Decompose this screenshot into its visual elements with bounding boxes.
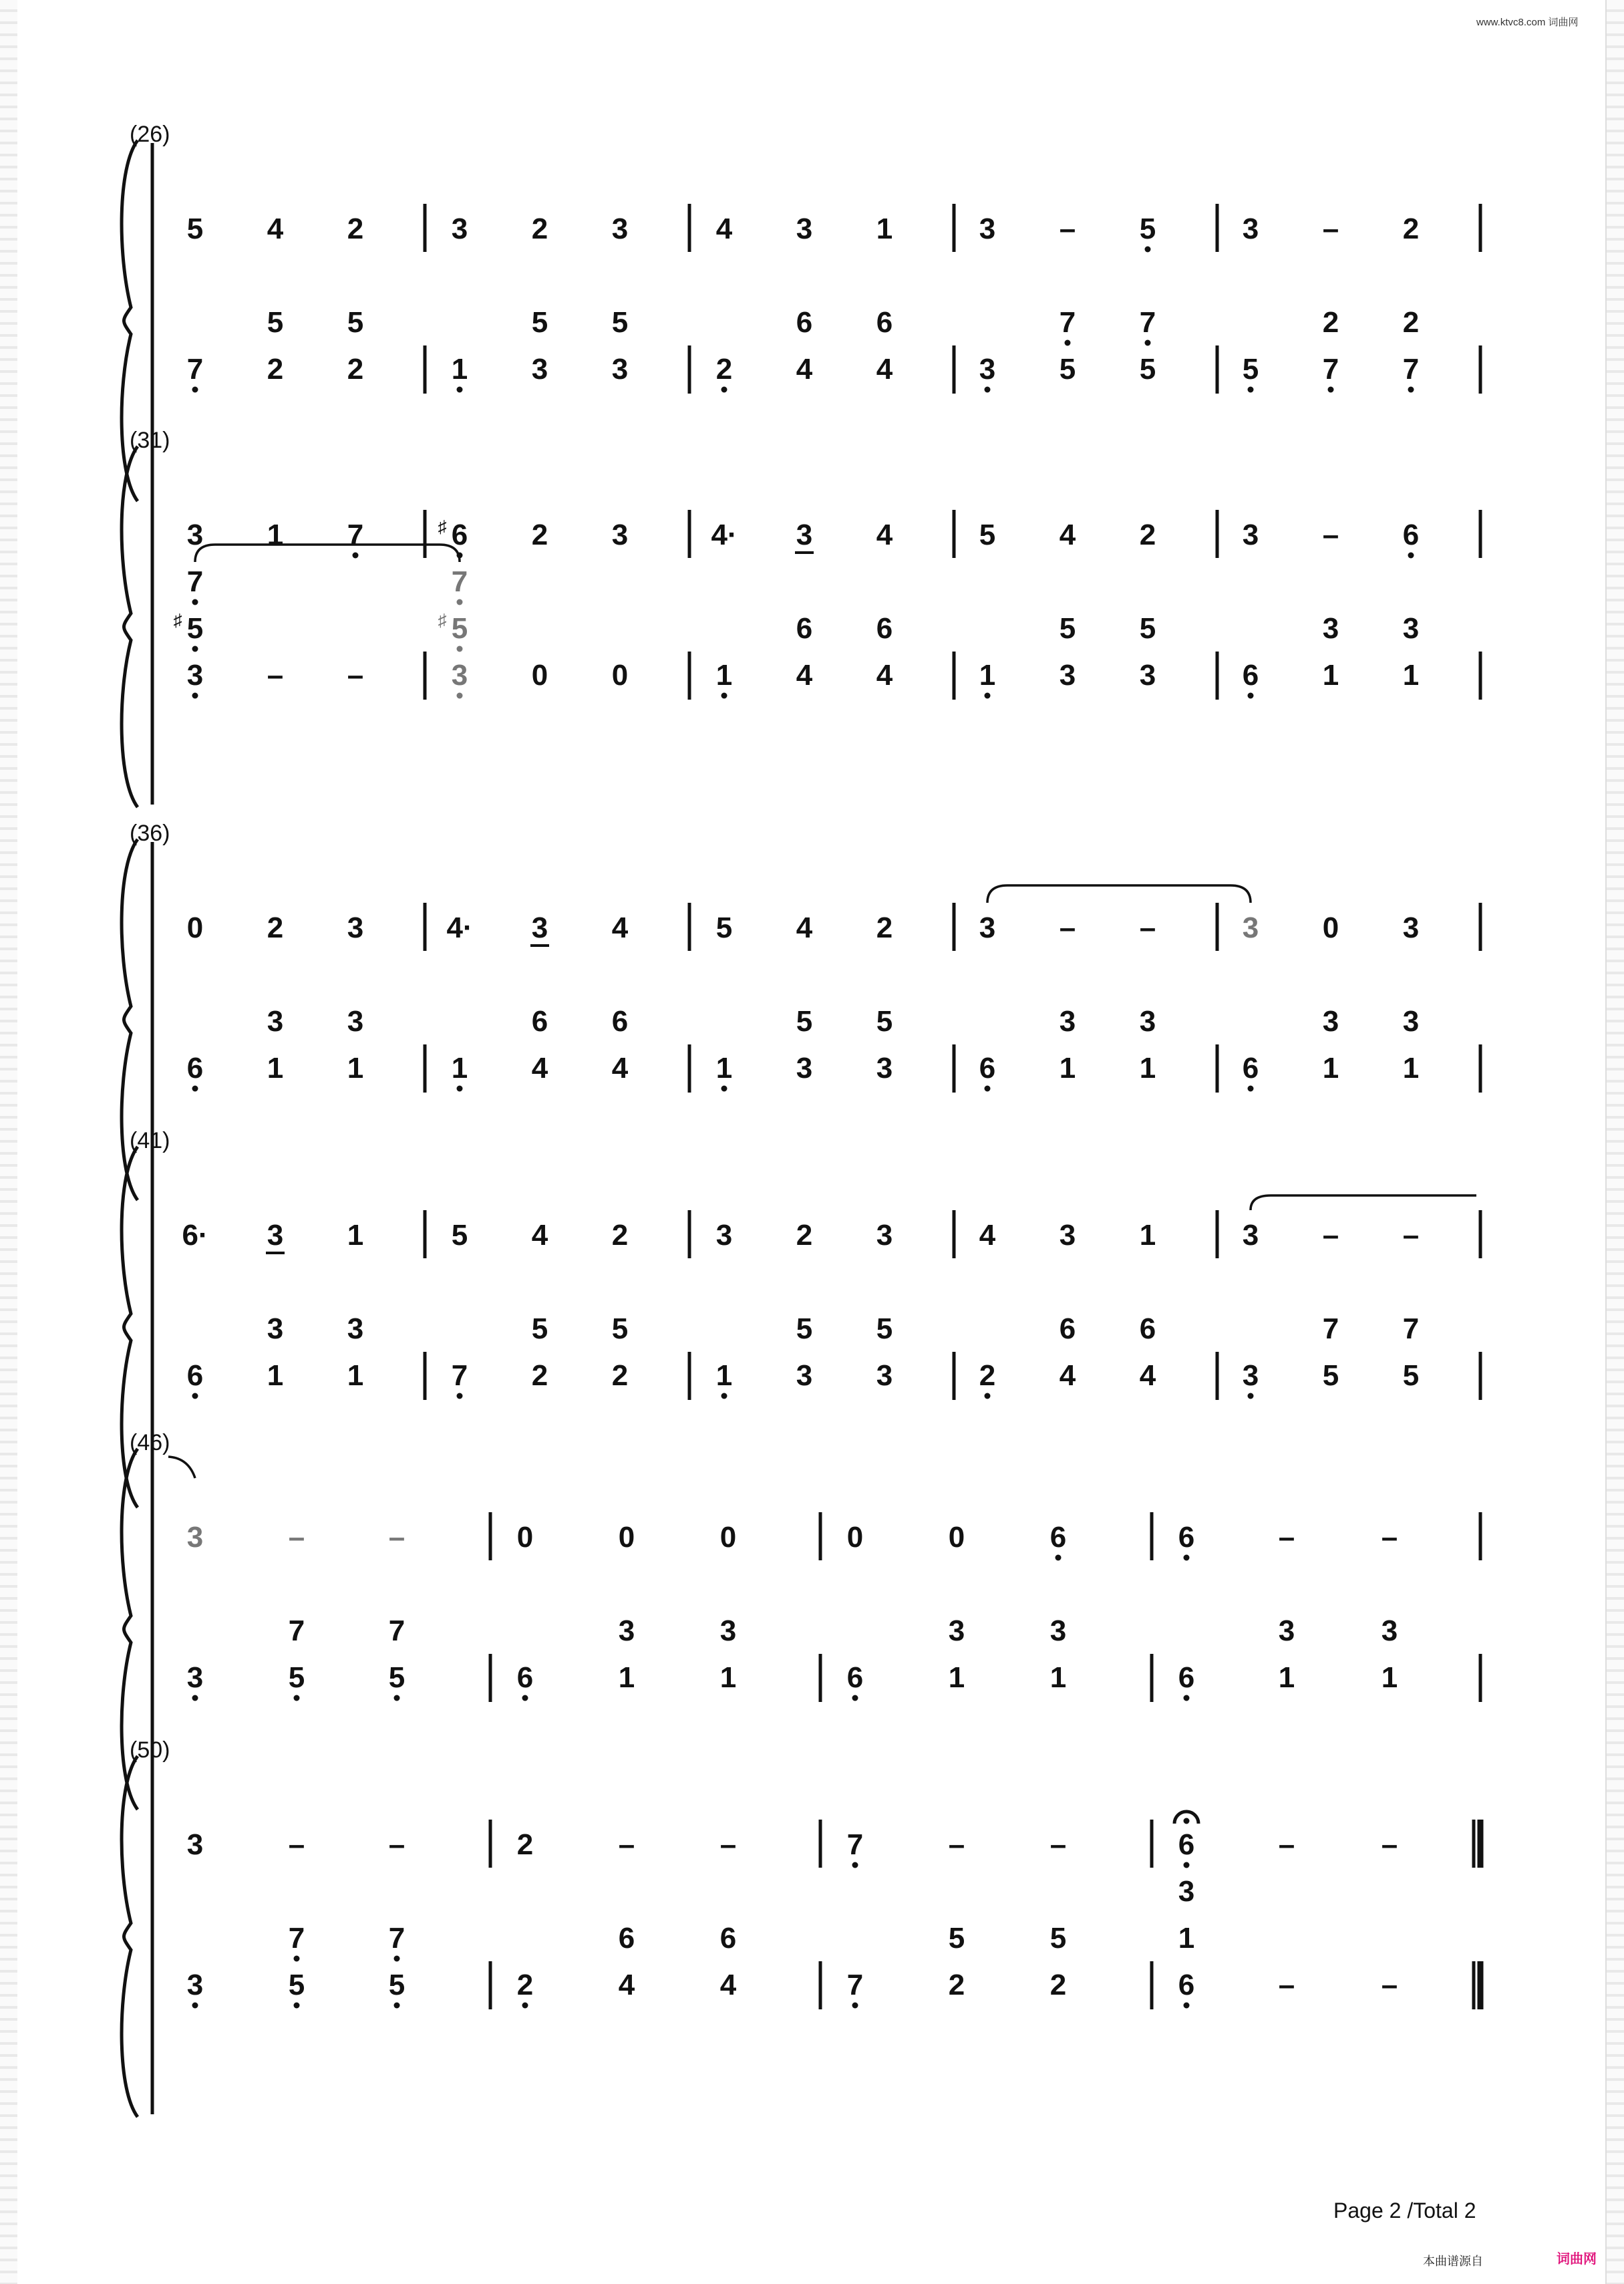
treble-note: 2 <box>267 911 284 944</box>
low-octave-dot <box>852 1695 858 1701</box>
bass-note: 5 <box>1242 353 1259 386</box>
bass-note: 6 <box>1242 659 1259 692</box>
treble-note: 4· <box>446 911 473 944</box>
low-octave-dot <box>721 387 727 393</box>
score-system <box>122 821 1480 1200</box>
treble-note: 3 <box>876 1219 893 1252</box>
treble-note: – <box>1322 519 1339 551</box>
bass-note: 6 <box>979 1052 996 1085</box>
bass-note: 3 <box>531 353 548 386</box>
treble-note: 0 <box>186 911 204 944</box>
low-octave-dot <box>985 387 991 393</box>
bass-note: 7 <box>186 565 204 598</box>
bass-note: 5 <box>1059 612 1076 645</box>
low-octave-dot <box>1248 387 1254 393</box>
bass-note: 3 <box>347 1312 364 1345</box>
treble-note: – <box>1381 1828 1398 1861</box>
treble-note: – <box>388 1521 405 1554</box>
bass-note: 5 <box>876 1005 893 1038</box>
low-octave-dot <box>457 646 463 652</box>
treble-note: 3 <box>1242 519 1259 551</box>
bass-note: 5 <box>388 1661 405 1694</box>
treble-note: 3 <box>611 519 629 551</box>
low-octave-dot <box>1184 1695 1190 1701</box>
bass-note: 6 <box>796 612 813 645</box>
low-octave-dot <box>1248 1086 1254 1092</box>
tie-continuation <box>168 1457 195 1478</box>
low-octave-dot <box>1408 387 1414 393</box>
bass-note: 5 <box>288 1969 305 2001</box>
bass-note: 6 <box>611 1005 629 1038</box>
treble-note: 3 <box>1402 911 1420 944</box>
treble-note: 3 <box>1242 911 1259 944</box>
bass-note: 4 <box>1139 1359 1156 1392</box>
treble-note: 5 <box>186 212 204 245</box>
bass-note: 2 <box>1322 306 1339 339</box>
bass-note: 1 <box>1381 1661 1398 1694</box>
treble-note: 1 <box>876 212 893 245</box>
treble-note: 2 <box>796 1219 813 1252</box>
treble-note: 1 <box>347 1219 364 1252</box>
measure-number: (31) <box>130 428 170 453</box>
bass-note: 3 <box>1381 1614 1398 1647</box>
bass-note: 2 <box>1402 306 1420 339</box>
bass-note: 1 <box>618 1661 635 1694</box>
bass-note: 4 <box>876 659 893 692</box>
fermata-dot <box>1184 1818 1190 1824</box>
measure-number: (41) <box>130 1128 170 1153</box>
bass-note: 1 <box>1049 1661 1067 1694</box>
bass-note: 3 <box>267 1312 284 1345</box>
bass-note: 3 <box>1049 1614 1067 1647</box>
treble-note: 3 <box>347 911 364 944</box>
treble-note: – <box>719 1828 737 1861</box>
treble-note: 3 <box>267 1219 284 1252</box>
bass-note: 7 <box>1322 353 1339 386</box>
bass-note: 1 <box>948 1661 965 1694</box>
low-octave-dot <box>1145 247 1151 253</box>
bass-note: 4 <box>531 1052 548 1085</box>
treble-note: 2 <box>1139 519 1156 551</box>
bass-note: 1 <box>1402 1052 1420 1085</box>
system-brace-icon <box>122 1756 138 2117</box>
bass-note: 4 <box>719 1969 737 2001</box>
low-octave-dot <box>192 1086 198 1092</box>
treble-note: – <box>288 1521 305 1554</box>
bass-note: 1 <box>715 1052 733 1085</box>
treble-note: 0 <box>719 1521 737 1554</box>
bass-note: 5 <box>1139 612 1156 645</box>
bass-note: 2 <box>715 353 733 386</box>
bass-note: 6 <box>1178 1969 1195 2001</box>
treble-note: 7 <box>846 1828 864 1861</box>
bass-note: 7 <box>388 1614 405 1647</box>
bass-note: 7 <box>288 1922 305 1955</box>
bass-note: 5 <box>611 306 629 339</box>
bass-note: 3 <box>796 1052 813 1085</box>
treble-note: 2 <box>531 519 548 551</box>
low-octave-dot <box>192 599 198 605</box>
bass-note: 1 <box>347 1359 364 1392</box>
bass-note: 3 <box>611 353 629 386</box>
score-system <box>122 428 1480 807</box>
treble-note: 4 <box>979 1219 996 1252</box>
bass-note: 5 <box>1402 1359 1420 1392</box>
treble-note: – <box>1381 1521 1398 1554</box>
measure-number: (36) <box>130 821 170 846</box>
bass-note: 7 <box>288 1614 305 1647</box>
treble-note: 3 <box>531 911 548 944</box>
treble-note: – <box>1139 911 1156 944</box>
treble-note: – <box>1322 212 1339 245</box>
treble-note: 1 <box>1139 1219 1156 1252</box>
treble-note: 5 <box>1139 212 1156 245</box>
bass-note: 2 <box>1049 1969 1067 2001</box>
bass-note: 3 <box>1178 1875 1195 1908</box>
source-note: 本曲谱源自 <box>1423 2255 1483 2268</box>
treble-note: 6· <box>182 1219 208 1252</box>
bass-note: 5 <box>267 306 284 339</box>
tie-treble-open <box>1251 1195 1476 1210</box>
bass-note: 6 <box>876 612 893 645</box>
bass-note: – <box>1278 1969 1295 2001</box>
treble-note: 3 <box>979 212 996 245</box>
treble-note: – <box>288 1828 305 1861</box>
score-system <box>122 122 1480 501</box>
low-octave-dot <box>522 1695 528 1701</box>
bass-note: 6 <box>186 1052 204 1085</box>
sharp-sign: ♯ <box>438 517 447 537</box>
treble-note: – <box>1322 1219 1339 1252</box>
bass-note: 1 <box>1139 1052 1156 1085</box>
bass-note: 6 <box>516 1661 534 1694</box>
bass-note: 5 <box>531 1312 548 1345</box>
bass-note: 1 <box>347 1052 364 1085</box>
bass-note: 7 <box>388 1922 405 1955</box>
bass-note: – <box>347 659 364 692</box>
treble-note: 4 <box>611 911 629 944</box>
treble-note: 3 <box>1242 212 1259 245</box>
site-logo: 词曲网 <box>1557 2252 1597 2267</box>
treble-note: 0 <box>516 1521 534 1554</box>
low-octave-dot <box>353 553 359 559</box>
low-octave-dot <box>294 2003 300 2009</box>
score-system <box>122 1128 1480 1508</box>
sharp-sign: ♯ <box>173 610 182 630</box>
bass-note: 3 <box>1059 659 1076 692</box>
treble-note: 3 <box>611 212 629 245</box>
low-octave-dot <box>852 2003 858 2009</box>
bass-note: 1 <box>267 1052 284 1085</box>
treble-note: 2 <box>611 1219 629 1252</box>
bass-note: 5 <box>288 1661 305 1694</box>
bass-note: 3 <box>796 1359 813 1392</box>
bass-note: 3 <box>186 1661 204 1694</box>
low-octave-dot <box>1184 2003 1190 2009</box>
bass-note: 5 <box>876 1312 893 1345</box>
treble-note: 2 <box>876 911 893 944</box>
score-system <box>122 1430 1480 1810</box>
low-octave-dot <box>394 1956 400 1962</box>
low-octave-dot <box>985 1086 991 1092</box>
bass-note: 1 <box>979 659 996 692</box>
low-octave-dot <box>192 693 198 699</box>
bass-note: 4 <box>618 1969 635 2001</box>
bass-note: 6 <box>531 1005 548 1038</box>
treble-note: 3 <box>186 519 204 551</box>
treble-note: 4 <box>715 212 733 245</box>
measure-number: (26) <box>130 122 170 147</box>
bass-note: 1 <box>451 353 468 386</box>
treble-note: 0 <box>618 1521 635 1554</box>
bass-note: 7 <box>1059 306 1076 339</box>
low-octave-dot <box>294 1695 300 1701</box>
bass-note: 1 <box>1278 1661 1295 1694</box>
bass-note: 7 <box>451 565 468 598</box>
bass-note: 7 <box>186 353 204 386</box>
bass-note: 3 <box>1139 1005 1156 1038</box>
treble-note: – <box>1049 1828 1067 1861</box>
bass-note: 4 <box>1059 1359 1076 1392</box>
low-octave-dot <box>457 1393 463 1399</box>
low-octave-dot <box>1248 1393 1254 1399</box>
bass-note: – <box>267 659 284 692</box>
treble-note: 0 <box>1322 911 1339 944</box>
bass-note: 6 <box>1139 1312 1156 1345</box>
low-octave-dot <box>457 693 463 699</box>
treble-note: – <box>1059 212 1076 245</box>
low-octave-dot <box>721 693 727 699</box>
treble-note: 1 <box>267 519 284 551</box>
bass-note: 3 <box>948 1614 965 1647</box>
treble-note: 6 <box>1178 1521 1195 1554</box>
low-octave-dot <box>721 1393 727 1399</box>
treble-note: 6 <box>1178 1828 1195 1861</box>
bass-note: 2 <box>267 353 284 386</box>
bass-note: 1 <box>451 1052 468 1085</box>
bass-note: 3 <box>347 1005 364 1038</box>
bass-note: 2 <box>516 1969 534 2001</box>
bass-note: 0 <box>611 659 629 692</box>
bass-note: 2 <box>347 353 364 386</box>
bass-note: 6 <box>1059 1312 1076 1345</box>
bass-note: 7 <box>1322 1312 1339 1345</box>
bass-note: 3 <box>1278 1614 1295 1647</box>
bass-note: 4 <box>611 1052 629 1085</box>
bass-note: 5 <box>1322 1359 1339 1392</box>
bass-note: 6 <box>846 1661 864 1694</box>
bass-note: 6 <box>618 1922 635 1955</box>
bass-note: 3 <box>1322 1005 1339 1038</box>
treble-note: 5 <box>451 1219 468 1252</box>
low-octave-dot <box>1055 1555 1062 1561</box>
bass-note: 5 <box>531 306 548 339</box>
low-octave-dot <box>1184 1555 1190 1561</box>
bass-note: 7 <box>451 1359 468 1392</box>
bass-note: 5 <box>451 612 468 645</box>
low-octave-dot <box>192 1695 198 1701</box>
low-octave-dot <box>457 1086 463 1092</box>
site-watermark: www.ktvc8.com 词曲网 <box>1476 17 1579 28</box>
bass-note: 4 <box>876 353 893 386</box>
low-octave-dot <box>1328 387 1334 393</box>
treble-note: 4· <box>711 519 738 551</box>
bass-note: 2 <box>531 1359 548 1392</box>
bass-note: 3 <box>618 1614 635 1647</box>
treble-note: 3 <box>451 212 468 245</box>
treble-note: 6 <box>451 519 468 551</box>
low-octave-dot <box>192 2003 198 2009</box>
low-octave-dot <box>457 387 463 393</box>
treble-note: 3 <box>979 911 996 944</box>
bass-note: 3 <box>1059 1005 1076 1038</box>
bass-note: 6 <box>1242 1052 1259 1085</box>
treble-note: 4 <box>796 911 813 944</box>
treble-note: 3 <box>1059 1219 1076 1252</box>
treble-note: 0 <box>846 1521 864 1554</box>
bass-note: 3 <box>876 1359 893 1392</box>
bass-note: 1 <box>719 1661 737 1694</box>
bass-note: 5 <box>388 1969 405 2001</box>
low-octave-dot <box>192 387 198 393</box>
low-octave-dot <box>192 1393 198 1399</box>
bass-note: 0 <box>531 659 548 692</box>
low-octave-dot <box>1145 340 1151 346</box>
bass-note: 1 <box>1322 659 1339 692</box>
treble-note: 3 <box>186 1521 204 1554</box>
treble-note: 0 <box>948 1521 965 1554</box>
treble-note: – <box>1059 911 1076 944</box>
treble-note: 4 <box>876 519 893 551</box>
bass-note: 4 <box>796 659 813 692</box>
bass-note: 1 <box>1322 1052 1339 1085</box>
treble-note: 3 <box>186 1828 204 1861</box>
low-octave-dot <box>985 693 991 699</box>
bass-note: 5 <box>1049 1922 1067 1955</box>
sharp-sign: ♯ <box>438 610 447 630</box>
bass-note: 1 <box>1059 1052 1076 1085</box>
bass-note: 5 <box>796 1312 813 1345</box>
bass-note: 3 <box>1402 612 1420 645</box>
bass-note: 5 <box>1059 353 1076 386</box>
bass-note: 3 <box>1322 612 1339 645</box>
bass-note: 3 <box>1402 1005 1420 1038</box>
bass-note: – <box>1381 1969 1398 2001</box>
bass-note: 7 <box>1402 1312 1420 1345</box>
low-octave-dot <box>294 1956 300 1962</box>
bass-note: 3 <box>876 1052 893 1085</box>
low-octave-dot <box>1065 340 1071 346</box>
measure-number: (50) <box>130 1737 170 1763</box>
treble-note: – <box>618 1828 635 1861</box>
bass-note: 1 <box>1402 659 1420 692</box>
bass-note: 5 <box>1139 353 1156 386</box>
bass-note: 5 <box>611 1312 629 1345</box>
bass-note: 6 <box>876 306 893 339</box>
bass-note: 1 <box>715 1359 733 1392</box>
low-octave-dot <box>1184 1862 1190 1868</box>
tie-treble <box>987 885 1251 903</box>
bass-note: 6 <box>1178 1661 1195 1694</box>
low-octave-dot <box>985 1393 991 1399</box>
treble-note: 2 <box>516 1828 534 1861</box>
bass-note: 1 <box>715 659 733 692</box>
bass-note: 2 <box>948 1969 965 2001</box>
bass-note: 6 <box>186 1359 204 1392</box>
bass-note: 7 <box>1139 306 1156 339</box>
low-octave-dot <box>457 599 463 605</box>
bass-note: 7 <box>1402 353 1420 386</box>
treble-note: 4 <box>267 212 284 245</box>
treble-note: 2 <box>1402 212 1420 245</box>
treble-note: 5 <box>979 519 996 551</box>
bass-note: 5 <box>186 612 204 645</box>
treble-note: – <box>1278 1828 1295 1861</box>
bass-note: 2 <box>611 1359 629 1392</box>
bass-note: 4 <box>796 353 813 386</box>
treble-note: 6 <box>1402 519 1420 551</box>
tie-bass-chord <box>195 545 460 562</box>
treble-note: 3 <box>715 1219 733 1252</box>
low-octave-dot <box>721 1086 727 1092</box>
low-octave-dot <box>192 646 198 652</box>
bass-note: 3 <box>267 1005 284 1038</box>
bass-note: 6 <box>796 306 813 339</box>
treble-note: 5 <box>715 911 733 944</box>
treble-note: 2 <box>347 212 364 245</box>
bass-note: 3 <box>186 1969 204 2001</box>
treble-note: – <box>948 1828 965 1861</box>
bass-note: 3 <box>1242 1359 1259 1392</box>
treble-note: 3 <box>796 212 813 245</box>
treble-note: 3 <box>796 519 813 551</box>
treble-note: 7 <box>347 519 364 551</box>
bass-note: 3 <box>719 1614 737 1647</box>
treble-note: – <box>388 1828 405 1861</box>
bass-note: 1 <box>267 1359 284 1392</box>
bass-note: 6 <box>719 1922 737 1955</box>
low-octave-dot <box>394 1695 400 1701</box>
bass-note: 7 <box>846 1969 864 2001</box>
treble-note: 4 <box>531 1219 548 1252</box>
bass-note: 3 <box>186 659 204 692</box>
score-system <box>122 1737 1480 2117</box>
bass-note: 3 <box>451 659 468 692</box>
low-octave-dot <box>394 2003 400 2009</box>
treble-note: 2 <box>531 212 548 245</box>
low-octave-dot <box>1248 693 1254 699</box>
bass-note: 1 <box>1178 1922 1195 1955</box>
treble-note: – <box>1402 1219 1420 1252</box>
page-indicator: Page 2 /Total 2 <box>1333 2198 1476 2223</box>
measure-number: (46) <box>130 1430 170 1455</box>
low-octave-dot <box>852 1862 858 1868</box>
bass-note: 3 <box>1139 659 1156 692</box>
bass-note: 3 <box>979 353 996 386</box>
treble-note: 3 <box>1242 1219 1259 1252</box>
bass-note: 5 <box>796 1005 813 1038</box>
treble-note: 6 <box>1049 1521 1067 1554</box>
low-octave-dot <box>522 2003 528 2009</box>
low-octave-dot <box>1408 553 1414 559</box>
bass-note: 5 <box>347 306 364 339</box>
treble-note: – <box>1278 1521 1295 1554</box>
bass-note: 2 <box>979 1359 996 1392</box>
treble-note: 4 <box>1059 519 1076 551</box>
bass-note: 5 <box>948 1922 965 1955</box>
